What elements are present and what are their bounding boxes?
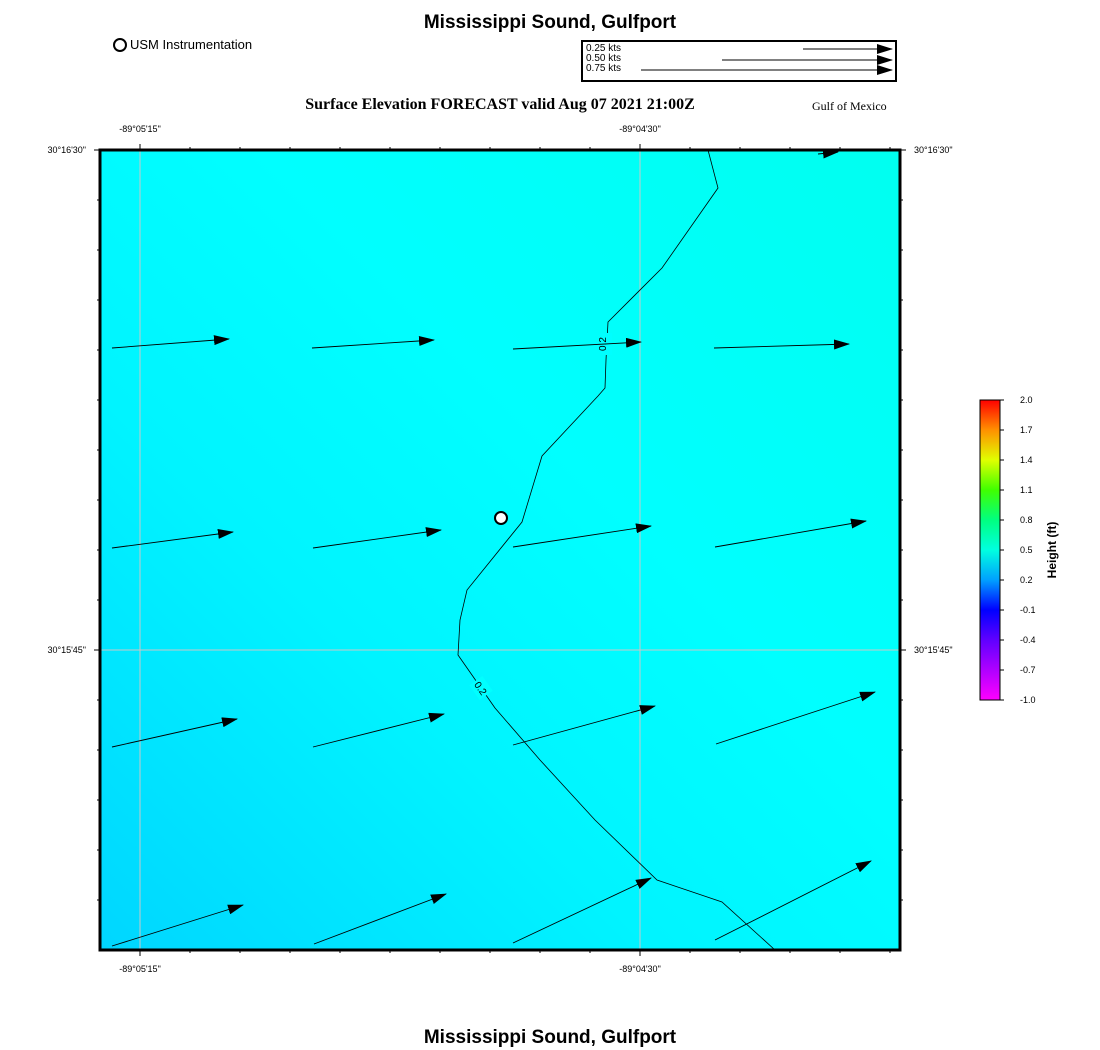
colorbar-scale [980, 400, 1000, 700]
footer-title: Mississippi Sound, Gulfport [423, 1027, 677, 1048]
colorbar-tick-label: 0.2 [1020, 575, 1033, 585]
colorbar-tick-label: -0.7 [1020, 665, 1036, 675]
map-title: Mississippi Sound, Gulfport [423, 12, 677, 33]
elevation-field [100, 150, 900, 950]
lon-label-bottom-2: -89°04'30" [619, 964, 661, 974]
colorbar-tick-label: 1.7 [1020, 425, 1033, 435]
station-legend-label: USM Instrumentation [130, 37, 253, 52]
lon-label-bottom-1: -89°05'15" [119, 964, 161, 974]
colorbar-tick-label: 1.4 [1020, 455, 1033, 465]
colorbar-tick-label: -0.4 [1020, 635, 1036, 645]
colorbar-tick-label: 2.0 [1020, 395, 1033, 405]
speed-legend-arrows [641, 49, 892, 70]
colorbar-tick-label: -0.1 [1020, 605, 1036, 615]
speed-legend-label-3: 0.75 kts [586, 63, 622, 74]
station-marker-icon[interactable] [495, 512, 507, 524]
contour-label-1: 0.2 [598, 337, 609, 351]
lon-label-top-2: -89°04'30" [619, 124, 661, 134]
colorbar-title: Height (ft) [1045, 521, 1059, 579]
speed-legend-label-1: 0.25 kts [586, 43, 622, 54]
lon-label-top-1: -89°05'15" [119, 124, 161, 134]
lat-label-left-2: 30°15'45" [47, 645, 86, 655]
colorbar-tick-label: 0.5 [1020, 545, 1033, 555]
lat-label-left-1: 30°16'30" [47, 145, 86, 155]
lat-label-right-1: 30°16'30" [914, 145, 953, 155]
colorbar [980, 395, 1059, 705]
lat-label-right-2: 30°15'45" [914, 645, 953, 655]
colorbar-tick-label: -1.0 [1020, 695, 1036, 705]
colorbar-tick-label: 1.1 [1020, 485, 1033, 495]
contour-label-2: 0.2 [471, 680, 489, 698]
colorbar-tick-labels [1000, 395, 1036, 705]
speed-legend-label-2: 0.50 kts [586, 53, 622, 64]
region-label: Gulf of Mexico [812, 99, 887, 113]
map-subtitle: Surface Elevation FORECAST valid Aug 07 2021 21:00Z [305, 96, 695, 113]
colorbar-tick-label: 0.8 [1020, 515, 1033, 525]
